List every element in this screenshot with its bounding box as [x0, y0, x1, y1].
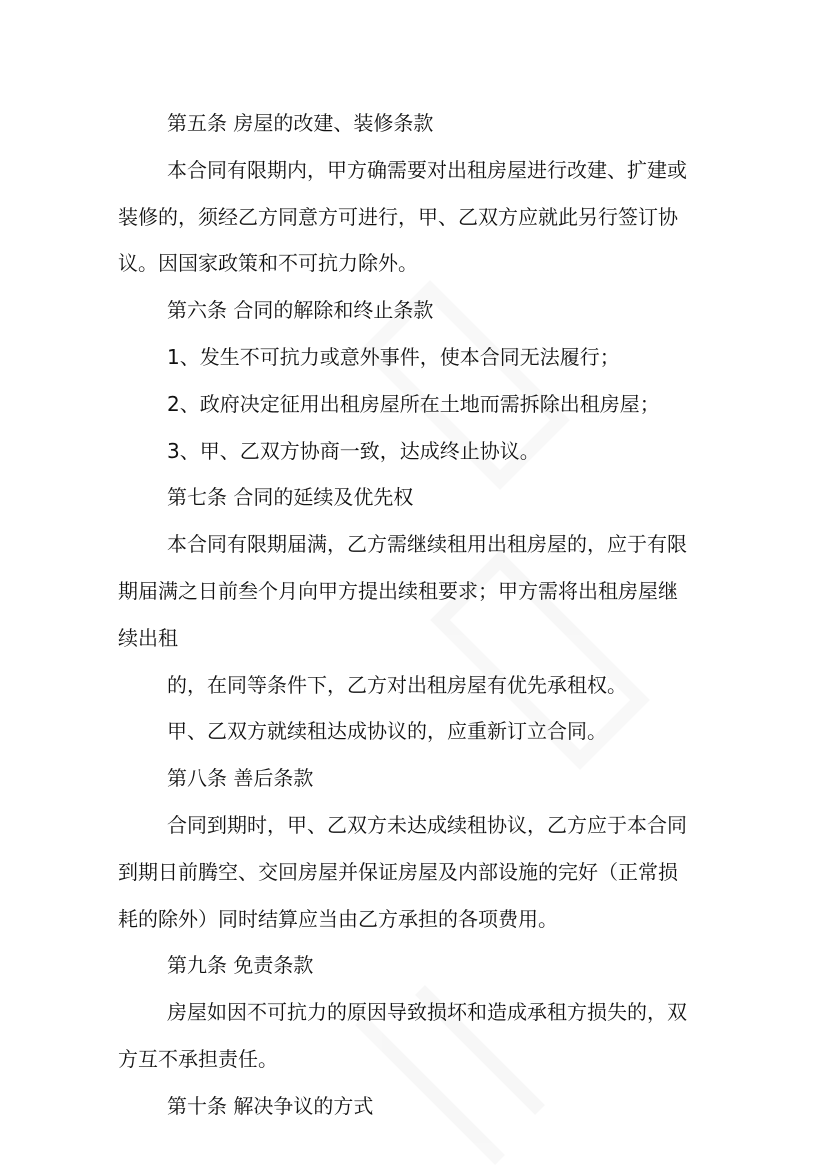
doc-line-13: 的，在同等条件下，乙方对出租房屋有优先承租权。 — [167, 672, 627, 697]
doc-line-14: 甲、乙双方就续租达成协议的，应重新订立合同。 — [167, 719, 607, 744]
doc-line-4: 议。因国家政策和不可抗力除外。 — [118, 251, 418, 276]
doc-line-21: 方互不承担责任。 — [118, 1046, 278, 1071]
doc-line-18: 耗的除外）同时结算应当由乙方承担的各项费用。 — [118, 906, 558, 931]
document-page — [118, 100, 718, 1130]
doc-line-9: 第七条 合同的延续及优先权 — [167, 485, 414, 510]
doc-line-10: 本合同有限期届满，乙方需继续租用出租房屋的，应于有限 — [167, 532, 687, 557]
doc-line-8: 3、甲、乙双方协商一致，达成终止协议。 — [167, 438, 540, 463]
doc-line-16: 合同到期时，甲、乙双方未达成续租协议，乙方应于本合同 — [167, 812, 687, 837]
doc-line-5: 第六条 合同的解除和终止条款 — [167, 298, 434, 323]
doc-line-15: 第八条 善后条款 — [167, 766, 314, 791]
doc-line-17: 到期日前腾空、交回房屋并保证房屋及内部设施的完好（正常损 — [118, 859, 678, 884]
doc-line-3: 装修的，须经乙方同意方可进行，甲、乙双方应就此另行签订协 — [118, 204, 678, 229]
doc-line-11: 期届满之日前叁个月向甲方提出续租要求；甲方需将出租房屋继 — [118, 578, 678, 603]
doc-line-19: 第九条 免责条款 — [167, 953, 314, 978]
doc-line-1: 第五条 房屋的改建、装修条款 — [167, 111, 434, 135]
doc-line-7: 2、政府决定征用出租房屋所在土地而需拆除出租房屋； — [167, 391, 660, 416]
doc-line-2: 本合同有限期内，甲方确需要对出租房屋进行改建、扩建或 — [167, 157, 687, 182]
doc-line-6: 1、发生不可抗力或意外事件，使本合同无法履行； — [167, 344, 620, 369]
doc-line-20: 房屋如因不可抗力的原因导致损坏和造成承租方损失的，双 — [167, 1000, 687, 1025]
doc-line-22: 第十条 解决争议的方式 — [167, 1093, 374, 1118]
doc-line-12: 续出租 — [118, 625, 178, 650]
